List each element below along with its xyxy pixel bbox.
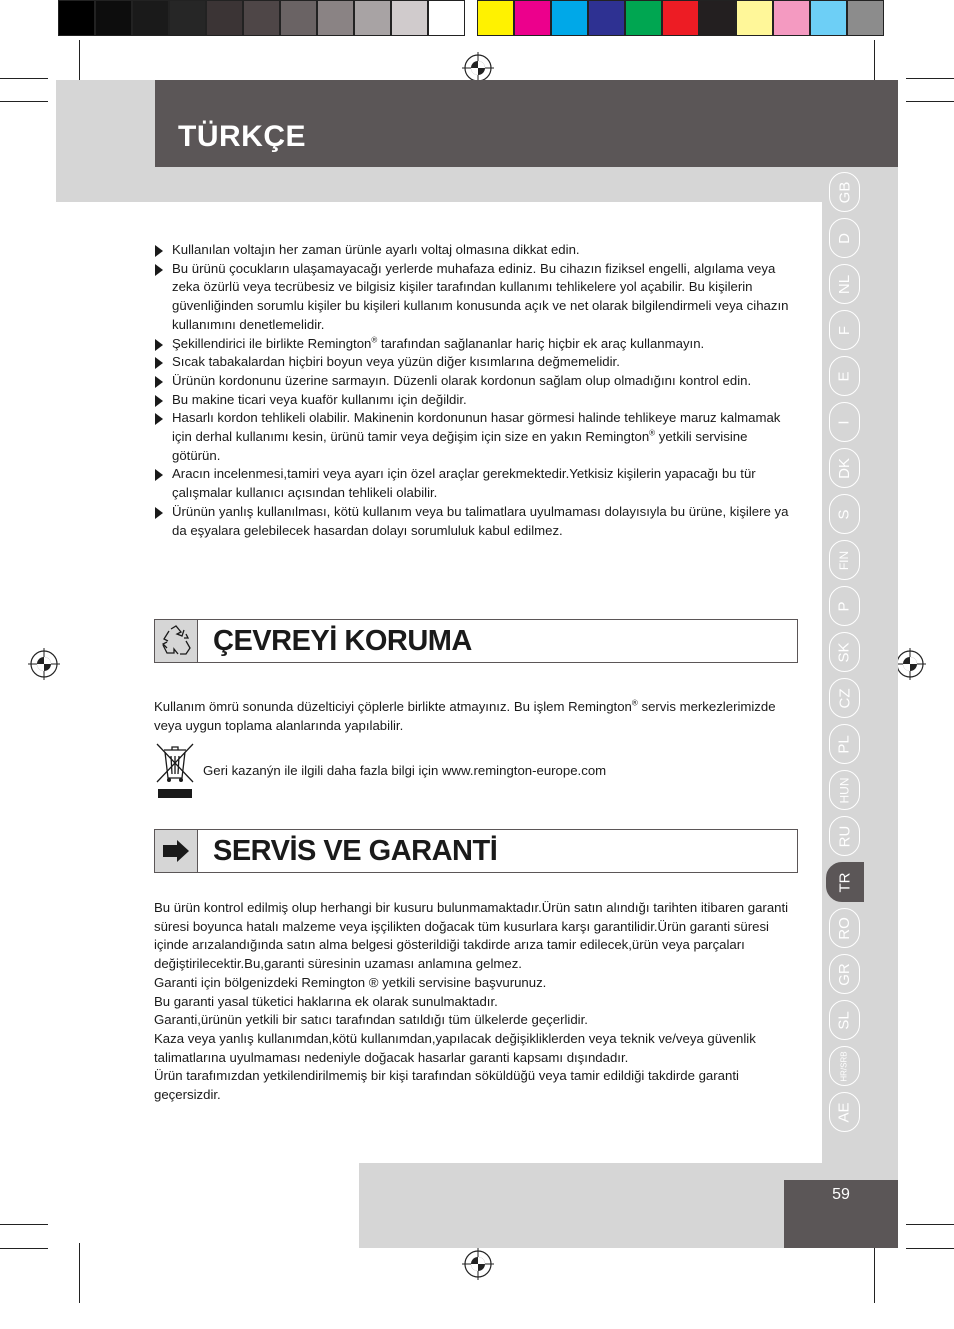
registration-mark-icon — [894, 648, 926, 680]
service-section-header — [154, 829, 798, 873]
tab-language-i[interactable] — [829, 402, 860, 442]
arrow-right-icon — [155, 830, 198, 872]
color-swatch — [354, 0, 391, 36]
service-title: SERVİS VE GARANTİ — [213, 835, 498, 867]
warranty-paragraph: Bu ürün kontrol edilmiş olup herhangi bir kusuru bulunmamaktadır.Ürün satın alındığı tarihten itibaren garanti süresi boyunca hatalı malzeme veya işçilikten doğacak tüm kusurlara karşı garantilidir.Ürün garanti süresi içinde arızalandığında satın alma belgesi gösterildiği takdirde arıza tamir edilecek,ürün veya parçaları değiştirilecektir.Bu,garanti süresinin uzaması anlamına gelmez. — [154, 900, 789, 972]
environment-title: ÇEVREYİ KORUMA — [213, 625, 472, 657]
tab-language-ro[interactable] — [829, 908, 860, 948]
list-item: Ürünün yanlış kullanılması, kötü kullanım veya bu talimatlara uyulmaması dolayısıyla bu ürüne, kişilere ya da eşyalara gelebilecek hasardan dolayı sorumluluk kabul edilmez. — [154, 503, 794, 540]
color-swatch — [588, 0, 625, 36]
color-swatch — [736, 0, 773, 36]
tab-language-label: E — [835, 370, 853, 382]
tab-language-hr-srb[interactable] — [829, 1046, 860, 1086]
warranty-text — [154, 899, 794, 1105]
tab-language-cz[interactable] — [829, 678, 860, 718]
tab-language-label: FIN — [837, 550, 851, 570]
tab-language-f[interactable] — [829, 310, 860, 350]
tab-language-label: F — [835, 325, 853, 335]
crop-mark — [0, 1248, 48, 1249]
tab-language-label: HUN — [837, 777, 851, 803]
crop-mark — [906, 101, 954, 102]
crop-mark — [906, 1224, 954, 1225]
color-swatch — [773, 0, 810, 36]
list-item: Ürünün kordonunu üzerine sarmayın. Düzenli olarak kordonun sağlam olup olmadığını kontrol edin. — [154, 372, 794, 391]
tab-language-label: S — [835, 508, 853, 520]
warranty-paragraph: Kaza veya yanlış kullanımdan,kötü kullanımdan,yapılacak değişikliklerden veya teknik ve/veya güvenlik talimatlarına uyulmaması nedeniyle doğacak hasarlar garanti kapsamı dışındadır. — [154, 1030, 756, 1065]
tab-language-label: GR — [836, 962, 853, 986]
list-item: Hasarlı kordon tehlikeli olabilir. Makinenin kordonunun hasar görmesi halinde tehlikeye maruz kalmamak için derhal kullanımı kesin, ürünü tamir veya değişim için size en yakın Remington® yetkili servisine götürün. — [154, 409, 794, 465]
tab-language-label: NL — [836, 274, 853, 294]
tab-language-nl[interactable] — [829, 264, 860, 304]
warranty-paragraph: Garanti,ürünün yetkili bir satıcı tarafından satıldığı tüm ülkelerde geçerlidir. — [154, 1012, 588, 1028]
tab-language-label: GB — [836, 181, 853, 203]
tab-language-label: RU — [835, 825, 853, 847]
tab-language-dk[interactable] — [829, 448, 860, 488]
warranty-paragraph: Ürün tarafımızdan yetkilendirilmemiş bir kişi tarafından söküldüğü veya tamir edildiği takdirde garanti geçersizdir. — [154, 1068, 739, 1103]
list-item: Şekillendirici ile birlikte Remington® tarafından sağlananlar hariç hiçbir ek araç kullanmayın. — [154, 335, 794, 354]
tab-language-d[interactable] — [829, 218, 860, 258]
color-swatch — [847, 0, 884, 36]
page-number: 59 — [832, 1186, 850, 1203]
list-item: Aracın incelenmesi,tamiri veya ayarı için özel araçlar gerekmektedir.Yetkisiz kişilerin yapacağı bu tür çalışmalar kullanıcı açısından tehlikeli olabilir. — [154, 465, 794, 502]
color-swatch — [206, 0, 243, 36]
tab-language-sk[interactable] — [829, 632, 860, 672]
color-swatch — [317, 0, 354, 36]
tab-language-gr[interactable] — [829, 954, 860, 994]
tab-language-tr[interactable] — [826, 862, 864, 902]
crop-mark — [906, 1248, 954, 1249]
color-swatch — [58, 0, 95, 36]
color-swatch — [169, 0, 206, 36]
list-item: Kullanılan voltajın her zaman ürünle ayarlı voltaj olmasına dikkat edin. — [154, 241, 794, 260]
list-item: Sıcak tabakalardan hiçbiri boyun veya yüzün diğer kısımlarına değmemelidir. — [154, 353, 794, 372]
tab-language-label: TR — [836, 872, 854, 892]
tab-language-ae[interactable] — [829, 1092, 860, 1132]
color-swatch — [551, 0, 588, 36]
color-swatch — [625, 0, 662, 36]
color-calibration-bar — [58, 0, 884, 38]
tab-language-label: AE — [835, 1101, 853, 1123]
crop-mark — [906, 78, 954, 79]
list-item: Bu ürünü çocukların ulaşamayacağı yerlerde muhafaza ediniz. Bu cihazın fiziksel engelli, algılama veya zeka özürlü veya tecrübesiz ve bilgisiz kişiler tarafından kullanımı tehlikelere yol açabilir. Bu kişilerin güvenliğinden sorumlu kişiler bu kişileri kullanım konusunda açık ve net olarak bilgilendirmeli veya cihazın kullanımını denetlemelidir. — [154, 260, 794, 335]
tab-language-label: P — [835, 600, 853, 612]
color-swatch — [280, 0, 317, 36]
registration-mark-icon — [462, 1248, 494, 1280]
crop-mark — [79, 1243, 80, 1303]
list-item: Bu makine ticari veya kuaför kullanımı için değildir. — [154, 391, 794, 410]
crop-mark — [0, 101, 48, 102]
recycling-info-text: Geri kazanýn ile ilgili daha fazla bilgi için www.remington-europe.com — [203, 763, 607, 778]
color-swatch — [132, 0, 169, 36]
tab-language-label: SK — [835, 641, 853, 663]
crossed-bin-icon — [155, 742, 195, 800]
tab-language-fin[interactable] — [829, 540, 860, 580]
crop-mark — [0, 78, 48, 79]
tab-language-hun[interactable] — [829, 770, 860, 810]
tab-language-label: RO — [836, 916, 853, 940]
tab-language-label: I — [835, 419, 853, 425]
tab-language-sl[interactable] — [829, 1000, 860, 1040]
tab-language-label: PL — [835, 734, 853, 754]
color-swatch — [477, 0, 514, 36]
color-swatch — [95, 0, 132, 36]
environment-section-header — [154, 619, 798, 663]
environment-paragraph: Kullanım ömrü sonunda düzelticiyi çöplerle birlikte atmayınız. Bu işlem Remington® servis merkezlerimizde veya uygun toplama alanlarında yapılabilir. — [154, 698, 776, 733]
tab-language-label: SL — [835, 1010, 853, 1030]
page-title: TÜRKÇE — [178, 120, 306, 153]
color-swatch — [391, 0, 428, 36]
color-swatch — [699, 0, 736, 36]
color-swatch — [514, 0, 551, 36]
crop-mark — [0, 1224, 48, 1225]
tab-language-p[interactable] — [829, 586, 860, 626]
registration-mark-icon — [28, 648, 60, 680]
tab-language-ru[interactable] — [829, 816, 860, 856]
tab-language-gb[interactable] — [829, 172, 860, 212]
tab-language-label: DK — [836, 457, 853, 479]
color-swatch — [243, 0, 280, 36]
tab-language-label: D — [836, 232, 853, 244]
tab-language-label: CZ — [836, 688, 853, 708]
warranty-paragraph: Garanti için bölgenizdeki Remington ® yetkili servisine başvurunuz. — [154, 974, 547, 990]
color-swatch — [428, 0, 465, 36]
language-tabs — [826, 172, 864, 1138]
tab-language-label: HR/SRB — [840, 1050, 850, 1082]
crop-mark — [874, 1243, 875, 1303]
color-swatch — [810, 0, 847, 36]
tab-language-s[interactable] — [829, 494, 860, 534]
safety-instructions-list — [154, 241, 794, 540]
tab-language-e[interactable] — [829, 356, 860, 396]
warranty-paragraph: Bu garanti yasal tüketici haklarına ek olarak sunulmaktadır. — [154, 993, 498, 1009]
recycle-icon — [155, 620, 198, 662]
tab-language-pl[interactable] — [829, 724, 860, 764]
color-swatch — [465, 0, 477, 36]
color-swatch — [662, 0, 699, 36]
